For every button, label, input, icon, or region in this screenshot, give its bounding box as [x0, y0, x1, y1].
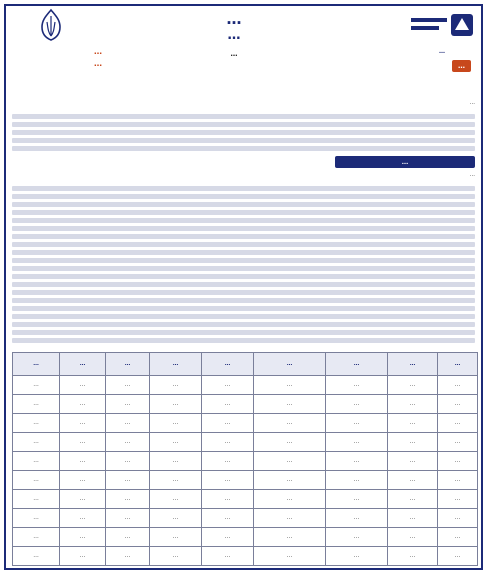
- table-column-header: …: [150, 353, 202, 376]
- table-cell: …: [60, 528, 106, 547]
- table-cell: …: [150, 433, 202, 452]
- details-text-block: [12, 250, 475, 255]
- ad-meta: [12, 46, 102, 70]
- table-cell: …: [13, 433, 60, 452]
- notice-title-number: …: [227, 28, 241, 43]
- table-cell: …: [388, 490, 438, 509]
- table-cell: …: [326, 452, 388, 471]
- table-row: [13, 433, 478, 452]
- notice-title: …: [226, 10, 242, 28]
- table-cell: …: [326, 395, 388, 414]
- table-cell: …: [60, 395, 106, 414]
- table-cell: …: [254, 547, 326, 566]
- table-cell: …: [438, 547, 478, 566]
- table-cell: …: [150, 414, 202, 433]
- table-column-header: …: [388, 353, 438, 376]
- details-text-block: [12, 266, 475, 271]
- table-cell: …: [326, 547, 388, 566]
- table-cell: …: [388, 395, 438, 414]
- table-cell: …: [60, 471, 106, 490]
- intro-text-block: [12, 146, 475, 151]
- table-row: [13, 452, 478, 471]
- table-cell: …: [202, 433, 254, 452]
- table-cell: …: [202, 452, 254, 471]
- table-cell: …: [438, 490, 478, 509]
- table-cell: …: [438, 376, 478, 395]
- table-cell: …: [202, 376, 254, 395]
- stage-tag: …: [452, 60, 471, 72]
- national-emblem-icon: [36, 8, 66, 42]
- table-cell: …: [60, 433, 106, 452]
- table-cell: …: [202, 395, 254, 414]
- table-row: [13, 509, 478, 528]
- section-heading: …: [335, 156, 475, 168]
- table-cell: …: [60, 490, 106, 509]
- table-cell: …: [388, 452, 438, 471]
- table-cell: …: [254, 452, 326, 471]
- table-cell: …: [150, 395, 202, 414]
- table-cell: …: [150, 452, 202, 471]
- table-cell: …: [254, 376, 326, 395]
- table-cell: …: [254, 471, 326, 490]
- table-cell: …: [388, 528, 438, 547]
- table-cell: …: [150, 376, 202, 395]
- table-column-header: …: [106, 353, 150, 376]
- table-cell: …: [13, 452, 60, 471]
- table-column-header: …: [202, 353, 254, 376]
- details-text-block: [12, 210, 475, 215]
- table-header-row: [13, 353, 478, 376]
- details-text-block: [12, 194, 475, 199]
- table-cell: …: [388, 414, 438, 433]
- table-cell: …: [202, 471, 254, 490]
- details-text-block: [12, 258, 475, 263]
- table-cell: …: [13, 528, 60, 547]
- table-cell: …: [254, 509, 326, 528]
- table-column-header: …: [438, 353, 478, 376]
- table-cell: …: [388, 433, 438, 452]
- table-cell: …: [106, 528, 150, 547]
- table-row: [13, 528, 478, 547]
- table-cell: …: [106, 452, 150, 471]
- ad-code: …: [94, 59, 102, 68]
- table-cell: …: [438, 471, 478, 490]
- table-row: [13, 471, 478, 490]
- table-column-header: …: [13, 353, 60, 376]
- details-text-block: [12, 186, 475, 191]
- table-cell: …: [438, 509, 478, 528]
- table-cell: …: [106, 376, 150, 395]
- ad-number: …: [94, 47, 102, 56]
- details-text-block: [12, 202, 475, 207]
- table-cell: …: [106, 509, 150, 528]
- details-paragraph: …: [469, 172, 475, 178]
- table-cell: …: [106, 395, 150, 414]
- tender-table: [12, 352, 478, 566]
- table-cell: …: [106, 547, 150, 566]
- table-cell: …: [254, 490, 326, 509]
- table-cell: …: [60, 547, 106, 566]
- intro-text-block: [12, 122, 475, 127]
- table-cell: …: [254, 433, 326, 452]
- table-column-header: …: [254, 353, 326, 376]
- table-column-header: …: [326, 353, 388, 376]
- intro-text-block: [12, 138, 475, 143]
- table-cell: …: [150, 490, 202, 509]
- table-cell: …: [106, 414, 150, 433]
- table-cell: …: [60, 452, 106, 471]
- table-cell: …: [254, 528, 326, 547]
- table-body: [13, 376, 478, 566]
- table-cell: …: [202, 547, 254, 566]
- table-cell: …: [326, 414, 388, 433]
- details-text-block: [12, 274, 475, 279]
- table-cell: …: [150, 528, 202, 547]
- table-cell: …: [326, 490, 388, 509]
- table-row: [13, 414, 478, 433]
- intro-text-block: [12, 130, 475, 135]
- table-cell: …: [326, 509, 388, 528]
- table-cell: …: [438, 528, 478, 547]
- table-cell: …: [326, 528, 388, 547]
- table-cell: …: [438, 395, 478, 414]
- table-cell: …: [13, 547, 60, 566]
- table-column-header: …: [60, 353, 106, 376]
- notice-subtitle: …: [230, 50, 238, 58]
- table-cell: …: [150, 547, 202, 566]
- company-logo-icon: [407, 10, 477, 48]
- table-cell: …: [13, 376, 60, 395]
- table-cell: …: [326, 471, 388, 490]
- intro-text-block: [12, 114, 475, 119]
- details-text-block: [12, 322, 475, 327]
- table-cell: …: [438, 414, 478, 433]
- details-text-block: [12, 298, 475, 303]
- company-name: …: [439, 48, 445, 55]
- table-cell: …: [106, 490, 150, 509]
- table-cell: …: [13, 414, 60, 433]
- table-cell: …: [438, 452, 478, 471]
- table-cell: …: [60, 414, 106, 433]
- notice-header: [6, 6, 481, 98]
- table-cell: …: [13, 471, 60, 490]
- table-cell: …: [388, 509, 438, 528]
- details-text-block: [12, 242, 475, 247]
- table-cell: …: [202, 414, 254, 433]
- tender-notice: [4, 4, 483, 570]
- details-text-block: [12, 290, 475, 295]
- details-text-block: [12, 226, 475, 231]
- table-cell: …: [150, 509, 202, 528]
- table-cell: …: [13, 395, 60, 414]
- table-row: [13, 547, 478, 566]
- table-cell: …: [254, 395, 326, 414]
- table-cell: …: [254, 414, 326, 433]
- intro-paragraph: …: [469, 100, 475, 106]
- table-row: [13, 376, 478, 395]
- table-cell: …: [388, 547, 438, 566]
- table-cell: …: [202, 490, 254, 509]
- table-cell: …: [106, 471, 150, 490]
- table-cell: …: [438, 433, 478, 452]
- table-cell: …: [388, 471, 438, 490]
- table-cell: …: [326, 433, 388, 452]
- table-cell: …: [13, 509, 60, 528]
- table-row: [13, 395, 478, 414]
- details-text-block: [12, 330, 475, 335]
- table-cell: …: [60, 509, 106, 528]
- table-cell: …: [60, 376, 106, 395]
- details-text-block: [12, 218, 475, 223]
- table-cell: …: [202, 528, 254, 547]
- table-cell: …: [106, 433, 150, 452]
- table-cell: …: [388, 376, 438, 395]
- details-text-block: [12, 306, 475, 311]
- details-text-block: [12, 314, 475, 319]
- details-text-block: [12, 338, 475, 343]
- table-row: [13, 490, 478, 509]
- table-cell: …: [202, 509, 254, 528]
- details-text-block: [12, 234, 475, 239]
- details-text-block: [12, 282, 475, 287]
- table-cell: …: [326, 376, 388, 395]
- table-cell: …: [13, 490, 60, 509]
- table-cell: …: [150, 471, 202, 490]
